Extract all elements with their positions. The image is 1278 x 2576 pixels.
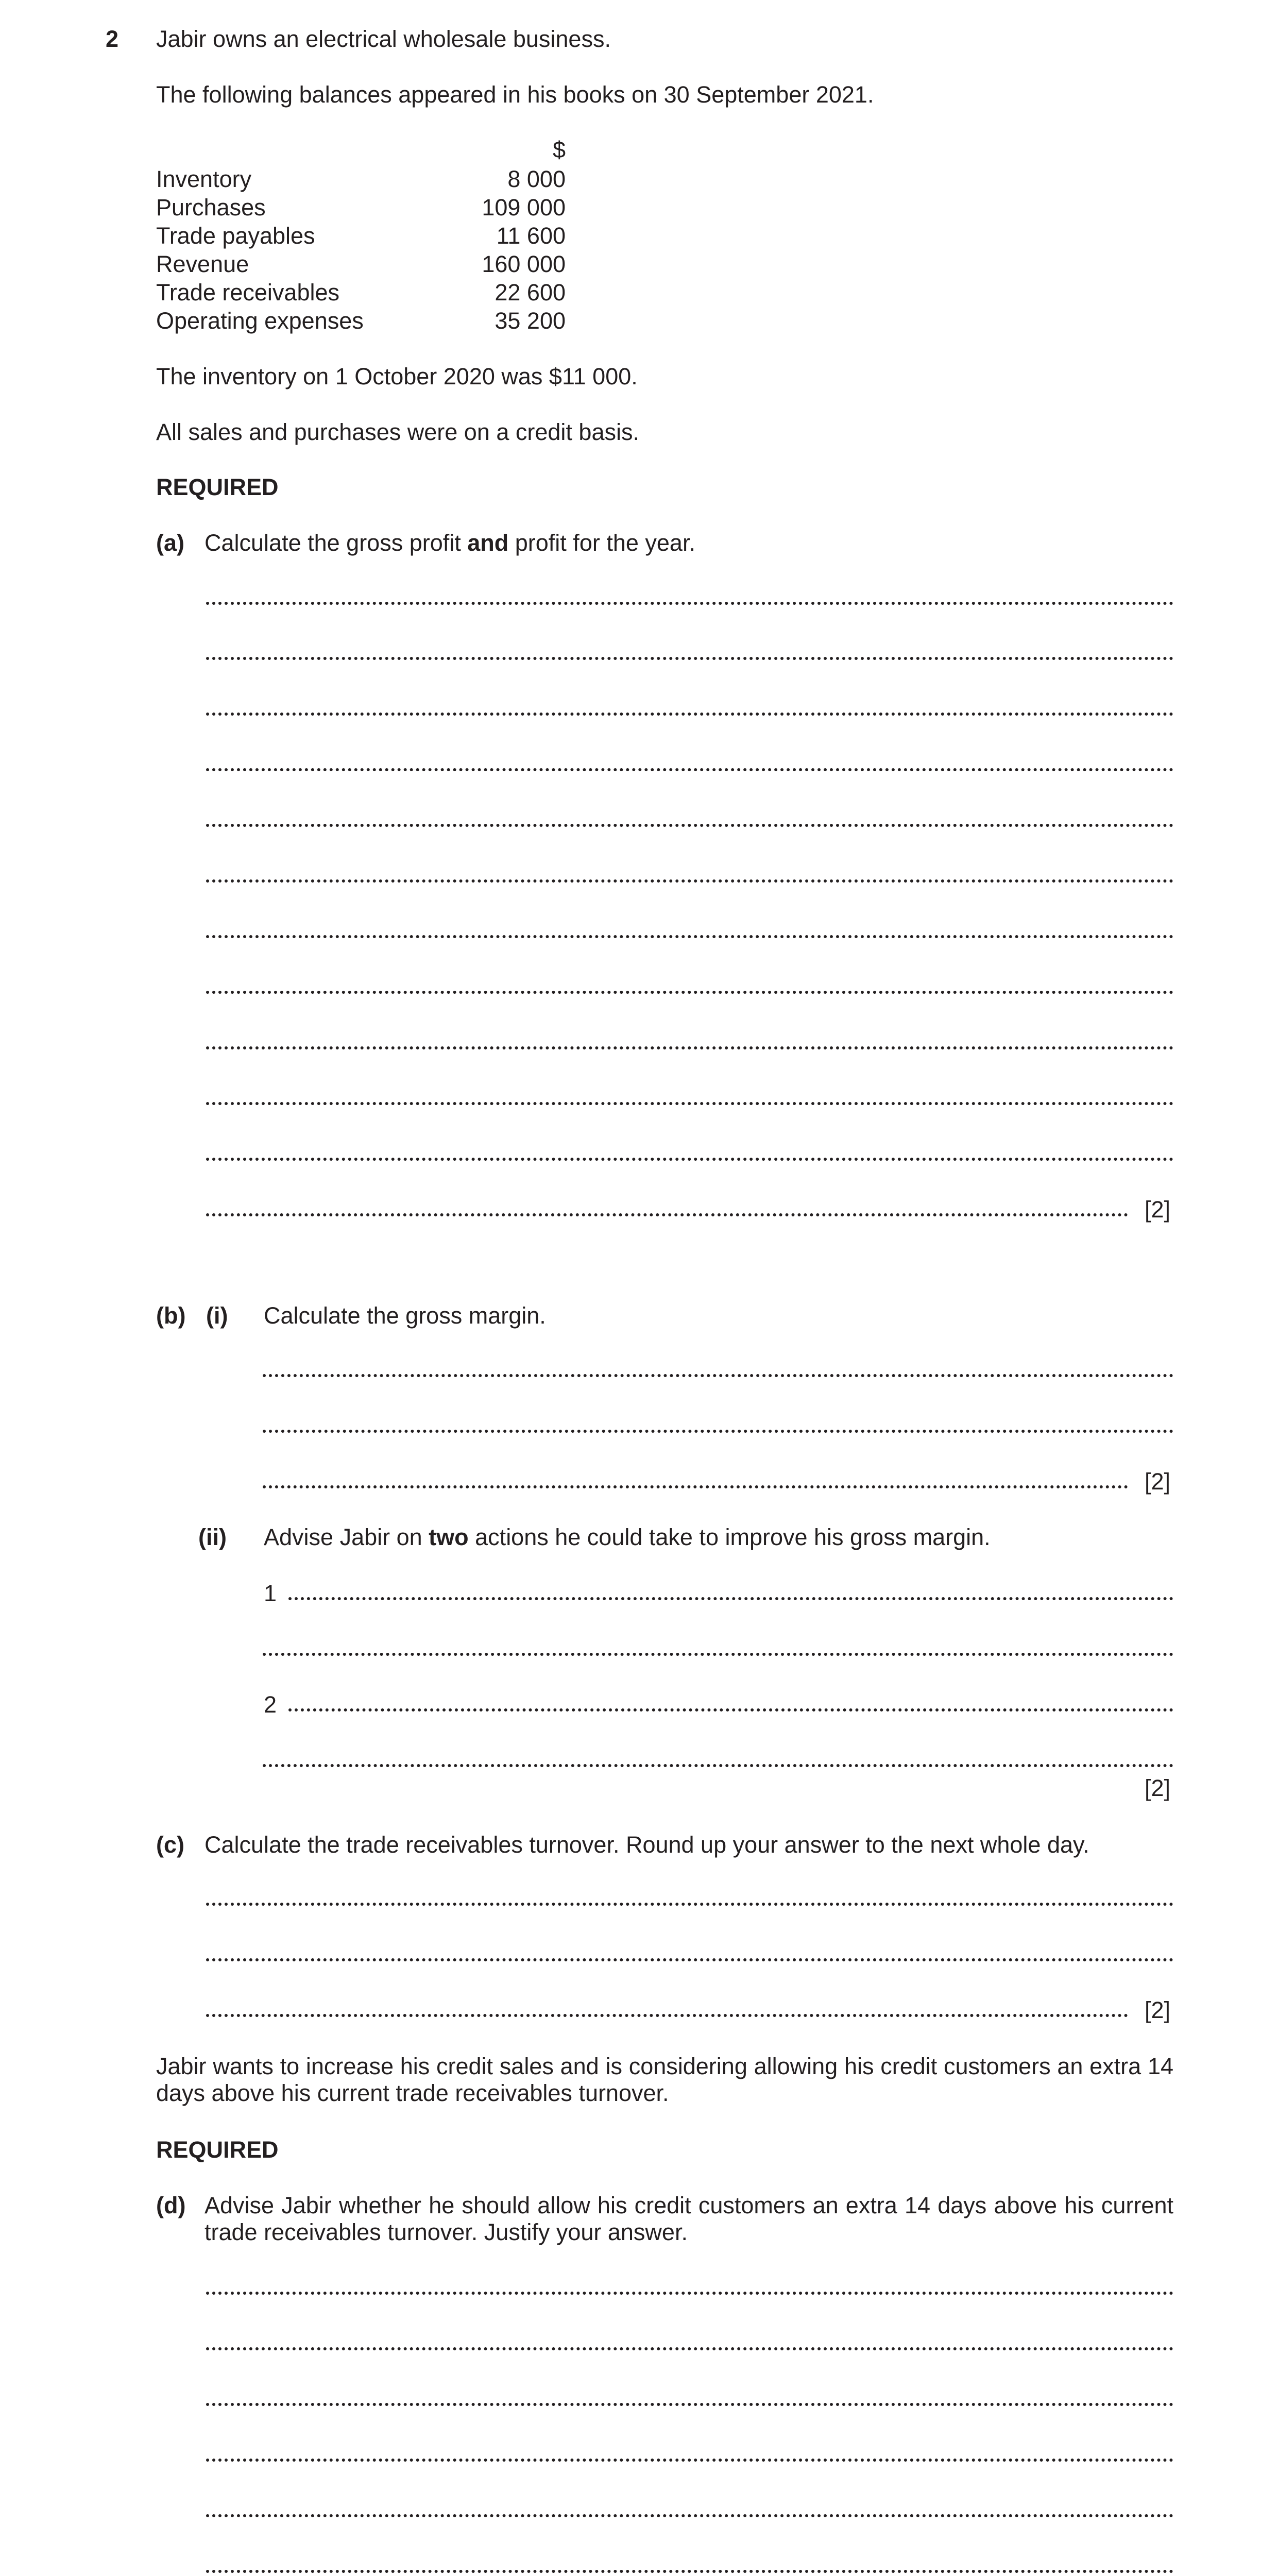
balance-label: Revenue xyxy=(156,251,249,277)
answer-line[interactable] xyxy=(206,1213,1128,1216)
part-c-question: Calculate the trade receivables turnover. Round up your answer to the next whole day. xyxy=(205,1832,1089,1858)
part-c-label: (c) xyxy=(156,1832,184,1858)
part-b-i-question: Calculate the gross margin. xyxy=(264,1302,546,1329)
answer-line[interactable] xyxy=(206,824,1173,827)
part-b-ii-question: Advise Jabir on two actions he could take to improve his gross margin. xyxy=(264,1524,991,1550)
answer-line[interactable] xyxy=(206,2347,1173,2350)
balance-value: 35 200 xyxy=(495,308,566,334)
part-d-question: Advise Jabir whether he should allow his credit customers an extra 14 days above his current trade receivables turnover. Justify your answer. xyxy=(205,2192,1173,2245)
answer-line[interactable] xyxy=(206,2014,1128,2017)
balance-value: 160 000 xyxy=(482,251,566,277)
part-b-ii-marks: [2] xyxy=(1145,1775,1171,1801)
required-heading: REQUIRED xyxy=(156,474,279,500)
answer-line[interactable] xyxy=(263,1430,1173,1433)
part-b-label: (b) xyxy=(156,1302,186,1329)
balance-label: Trade receivables xyxy=(156,279,340,306)
intro-text: Jabir owns an electrical wholesale business. xyxy=(156,26,611,52)
balance-value: 11 600 xyxy=(496,223,566,249)
question-number: 2 xyxy=(106,26,119,52)
answer-line[interactable] xyxy=(263,1764,1173,1767)
part-b-i-label: (i) xyxy=(206,1302,228,1329)
answer-line[interactable] xyxy=(288,1708,1173,1711)
part-a-marks: [2] xyxy=(1145,1196,1171,1223)
answer-line[interactable] xyxy=(206,768,1173,771)
answer-line[interactable] xyxy=(206,991,1173,994)
answer-line[interactable] xyxy=(206,2292,1173,2295)
balance-value: 8 000 xyxy=(507,166,566,192)
currency-header: $ xyxy=(552,137,566,163)
answer-line[interactable] xyxy=(206,2570,1173,2573)
answer-line[interactable] xyxy=(206,657,1173,660)
answer-line[interactable] xyxy=(206,1903,1173,1906)
part-d-label: (d) xyxy=(156,2192,186,2218)
credit-basis-text: All sales and purchases were on a credit basis. xyxy=(156,419,639,445)
answer-item-number: 2 xyxy=(264,1691,277,1718)
answer-line[interactable] xyxy=(206,713,1173,716)
answer-line[interactable] xyxy=(206,1958,1173,1961)
opening-inventory-text: The inventory on 1 October 2020 was $11 000. xyxy=(156,363,638,389)
answer-line[interactable] xyxy=(288,1597,1173,1600)
answer-line[interactable] xyxy=(206,1102,1173,1105)
answer-line[interactable] xyxy=(206,2514,1173,2517)
balance-value: 22 600 xyxy=(495,279,566,306)
answer-line[interactable] xyxy=(263,1653,1173,1656)
balance-label: Purchases xyxy=(156,194,266,221)
required-heading: REQUIRED xyxy=(156,2137,279,2163)
balances-intro: The following balances appeared in his books on 30 September 2021. xyxy=(156,81,874,108)
answer-item-number: 1 xyxy=(264,1580,277,1606)
part-c-marks: [2] xyxy=(1145,1997,1171,2023)
answer-line[interactable] xyxy=(206,1158,1173,1161)
answer-line[interactable] xyxy=(206,2459,1173,2462)
part-b-ii-label: (ii) xyxy=(198,1524,227,1550)
answer-line[interactable] xyxy=(263,1485,1128,1488)
answer-line[interactable] xyxy=(206,1046,1173,1049)
balance-label: Inventory xyxy=(156,166,252,192)
answer-line[interactable] xyxy=(263,1374,1173,1377)
balance-label: Trade payables xyxy=(156,223,315,249)
balance-label: Operating expenses xyxy=(156,308,364,334)
answer-line[interactable] xyxy=(206,602,1173,605)
answer-line[interactable] xyxy=(206,879,1173,883)
answer-line[interactable] xyxy=(206,935,1173,938)
part-a-question: Calculate the gross profit and profit for the year. xyxy=(205,530,695,556)
balance-value: 109 000 xyxy=(482,194,566,221)
part-a-label: (a) xyxy=(156,530,184,556)
part-d-context: Jabir wants to increase his credit sales and is considering allowing his credit customers an extra 14 days above his current trade receivables turnover. xyxy=(156,2053,1173,2106)
answer-line[interactable] xyxy=(206,2403,1173,2406)
part-b-i-marks: [2] xyxy=(1145,1468,1171,1495)
